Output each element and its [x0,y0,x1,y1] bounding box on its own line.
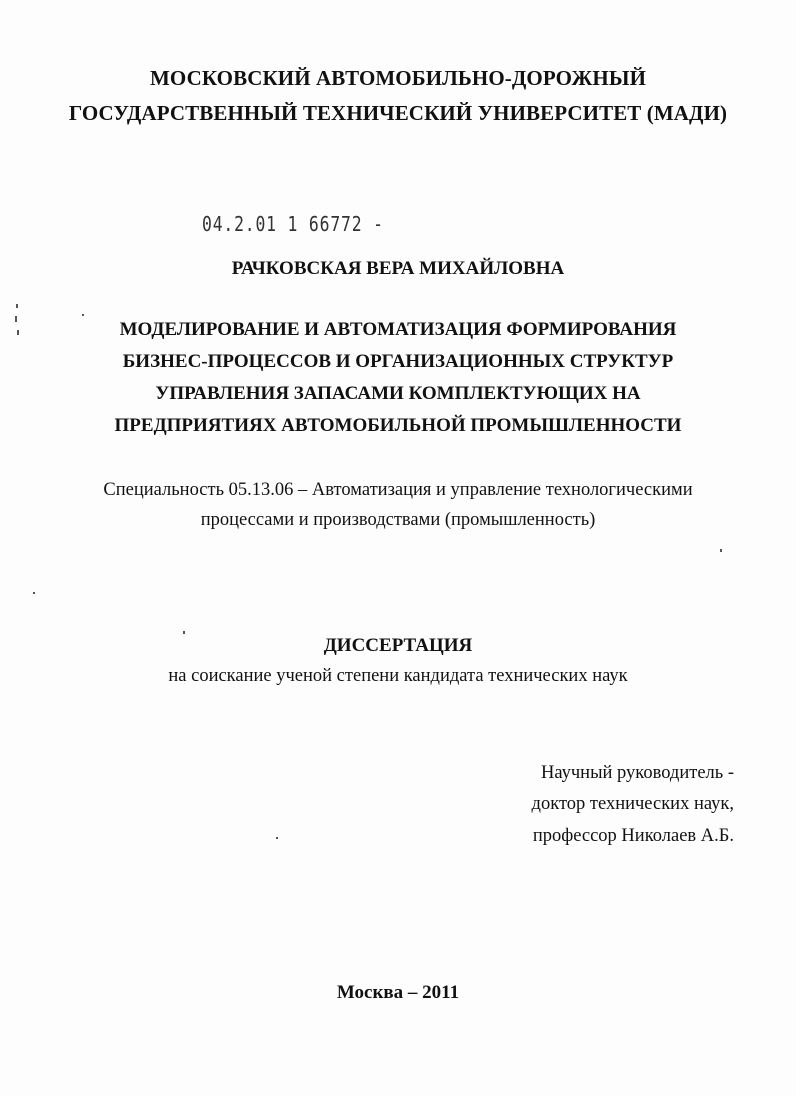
specialty-line-2: процессами и производствами (промышленность) [200,510,596,530]
supervisor-name: профессор Николаев А.Б. [532,826,734,846]
scan-speck [33,592,35,594]
thesis-title-line-4: ПРЕДПРИЯТИЯХ АВТОМОБИЛЬНОЙ ПРОМЫШЛЕННОСТИ [114,415,682,436]
university-name-line-1: МОСКОВСКИЙ АВТОМОБИЛЬНО-ДОРОЖНЫЙ [149,66,646,90]
scan-speck [82,314,84,316]
scan-speck [15,316,17,322]
document-type-heading: ДИССЕРТАЦИЯ [323,635,473,656]
specialty-line-1: Специальность 05.13.06 – Автоматизация и управление технологическими [103,480,693,500]
university-name-line-2: ГОСУДАРСТВЕННЫЙ ТЕХНИЧЕСКИЙ УНИВЕРСИТЕТ (МАДИ) [68,101,728,125]
scan-speck [16,304,18,308]
thesis-title-line-1: МОДЕЛИРОВАНИЕ И АВТОМАТИЗАЦИЯ ФОРМИРОВАНИЯ [119,319,677,340]
library-stamp-number: 04.2.01 1 66772 - [202,212,384,236]
thesis-title-line-3: УПРАВЛЕНИЯ ЗАПАСАМИ КОМПЛЕКТУЮЩИХ НА [155,383,641,404]
scan-speck [17,330,19,335]
thesis-title-line-2: БИЗНЕС-ПРОЦЕССОВ И ОРГАНИЗАЦИОННЫХ СТРУКТУР [122,351,674,372]
scan-speck [183,631,185,634]
author-name: РАЧКОВСКАЯ ВЕРА МИХАЙЛОВНА [231,258,565,279]
scan-speck [720,549,722,552]
supervisor-role: Научный руководитель - [541,763,734,783]
degree-statement: на соискание ученой степени кандидата технических наук [168,666,628,686]
supervisor-degree: доктор технических наук, [531,794,734,814]
city-year: Москва – 2011 [336,982,460,1003]
scan-speck [276,837,278,839]
